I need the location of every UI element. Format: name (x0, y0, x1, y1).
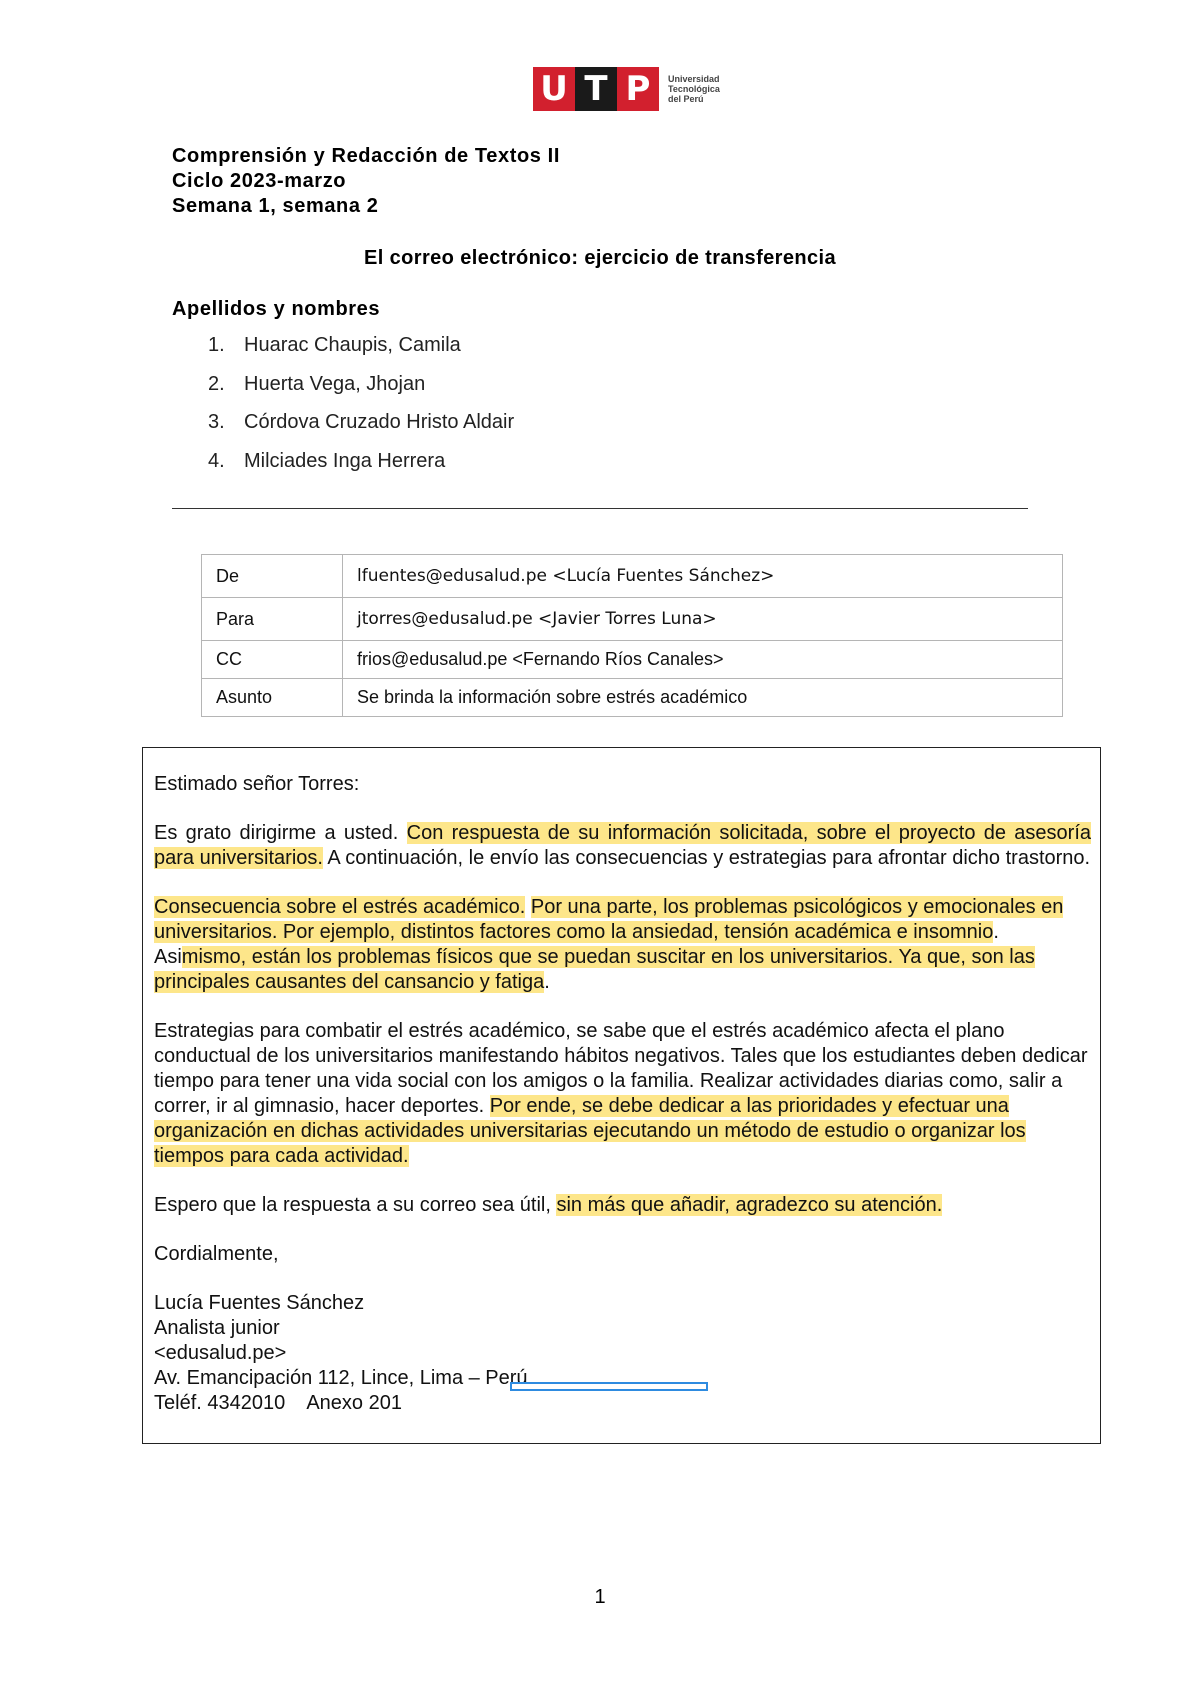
letter-content (154, 772, 1091, 1416)
highlighted-text: Por ende, se debe dedicar a las prioridades y efectuar una organización en dichas actividades universitarias ejecutando un método de estudio o organizar los tiempos para cada actividad. (154, 1095, 1026, 1167)
letter-body-box (142, 747, 1101, 1444)
text-span: Espero que la respuesta a su correo sea útil, (154, 1194, 557, 1216)
list-item (208, 334, 514, 373)
list-item (208, 373, 514, 412)
greeting: Estimado señor Torres: (154, 773, 360, 795)
document-header (172, 144, 560, 219)
table-row (202, 555, 1063, 598)
logo-letter-u: U (533, 67, 575, 111)
highlighted-text: mismo, están los problemas físicos que se puedan suscitar en los universitarios. Ya que, son las principales causantes del cansancio y fatiga (154, 946, 1035, 993)
text-span: Estrategias para combatir el estrés académico, se sabe que el estrés académico afecta el plano conductual de los universitarios manifestando hábitos negativos. Tales que los estudiantes deben dedicar tiempo para tener una vida social con los amigos o la familia. Realizar actividades diarias como, salir a correr, ir al gimnasio, hacer deportes. (154, 1020, 1088, 1117)
text-span: . (544, 971, 550, 993)
names-list (208, 334, 514, 488)
to-value: jtorres@edusalud.pe <Javier Torres Luna> (343, 598, 1063, 641)
signature-phone: Teléf. 4342010 Anexo 201 (154, 1392, 402, 1414)
selection-box (510, 1382, 708, 1391)
utp-logo (533, 67, 720, 111)
subject-value: Se brinda la información sobre estrés académico (343, 679, 1063, 717)
signature-role: Analista junior (154, 1317, 280, 1339)
highlighted-text: Con respuesta de su información solicitada, sobre el proyecto de asesoría para universitarios. (154, 822, 1091, 869)
student-name: Milciades Inga Herrera (244, 449, 446, 472)
text-span: A continuación, le envío las consecuencias y estrategias para afrontar dicho trastorno. (322, 847, 1091, 869)
names-heading: Apellidos y nombres (172, 298, 381, 320)
closing: Cordialmente, (154, 1243, 279, 1265)
paragraph-consequences (154, 895, 1091, 995)
logo-letter-t: T (575, 67, 617, 111)
list-item (208, 411, 514, 450)
text-span: . Asi (154, 921, 999, 968)
logo-text-line: del Perú (668, 94, 704, 104)
list-number: 3. (208, 411, 225, 433)
week: Semana 1, semana 2 (172, 195, 379, 217)
subject-label: Asunto (202, 679, 343, 717)
from-label: De (202, 555, 343, 598)
cc-value: frios@edusalud.pe <Fernando Ríos Canales> (343, 641, 1063, 679)
highlighted-text: Consecuencia sobre el estrés académico. (154, 896, 526, 918)
from-value: lfuentes@edusalud.pe <Lucía Fuentes Sánchez> (343, 555, 1063, 598)
highlighted-text: sin más que añadir, agradezco su atención. (556, 1194, 943, 1216)
to-label: Para (202, 598, 343, 641)
list-number: 1. (208, 334, 225, 356)
email-header-table (201, 554, 1063, 717)
highlighted-text: Por una parte, los problemas psicológicos y emocionales en universitarios. Por ejemplo, distintos factores como la ansiedad, tensión académica e insomnio (154, 896, 1064, 943)
list-item (208, 450, 514, 489)
table-row (202, 641, 1063, 679)
logo-text (668, 74, 720, 104)
student-name: Córdova Cruzado Hristo Aldair (244, 411, 515, 433)
signature-name: Lucía Fuentes Sánchez (154, 1292, 365, 1314)
student-name: Huarac Chaupis, Camila (244, 334, 461, 356)
cc-label: CC (202, 641, 343, 679)
paragraph-closing (154, 1193, 1091, 1218)
page-number: 1 (594, 1586, 606, 1608)
course-name: Comprensión y Redacción de Textos II (172, 145, 560, 167)
table-row (202, 679, 1063, 717)
document-title: El correo electrónico: ejercicio de transferencia (363, 247, 836, 269)
student-name: Huerta Vega, Jhojan (244, 372, 426, 395)
table-row (202, 598, 1063, 641)
divider-line (172, 508, 1028, 509)
signature-address: Av. Emancipación 112, Lince, Lima – Perú (154, 1367, 528, 1389)
paragraph-intro (154, 821, 1091, 871)
paragraph-strategies (154, 1019, 1091, 1169)
logo-letter-p: P (617, 67, 659, 111)
list-number: 4. (208, 449, 225, 472)
text-span: Es grato dirigirme a usted. (154, 822, 407, 844)
cycle: Ciclo 2023-marzo (172, 170, 347, 192)
logo-text-line: Tecnológica (668, 84, 720, 94)
signature-company: <edusalud.pe> (154, 1342, 287, 1364)
list-number: 2. (208, 372, 225, 395)
signature-block (154, 1291, 1091, 1416)
logo-text-line: Universidad (668, 74, 720, 84)
